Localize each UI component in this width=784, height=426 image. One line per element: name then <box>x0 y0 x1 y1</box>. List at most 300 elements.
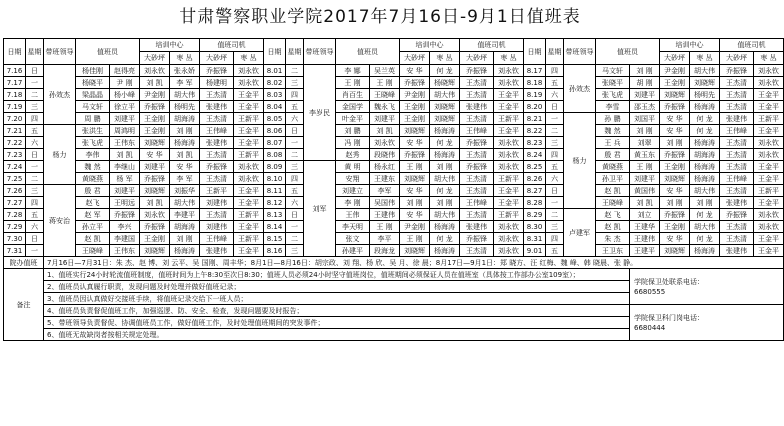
name-cell: 胡大伟 <box>690 185 720 197</box>
name-cell: 杨明先 <box>690 89 720 101</box>
date-cell: 7.25 <box>4 173 26 185</box>
name-cell: 王 刚 <box>400 161 430 173</box>
leader-cell: 孙效杰 <box>44 65 76 125</box>
date-cell: 8.11 <box>264 185 286 197</box>
name-cell: 乔振锋 <box>140 173 170 185</box>
name-cell: 杨海涛 <box>430 221 460 233</box>
leader-cell: 孙效杰 <box>564 65 596 113</box>
name-cell: 刘永钦 <box>754 77 784 89</box>
name-cell: 王杰清 <box>460 77 494 89</box>
name-cell: 李 娜 <box>336 65 370 77</box>
leader-cell: 李岁民 <box>304 65 336 161</box>
name-cell: 殷 君 <box>76 185 110 197</box>
date-cell: 7.24 <box>4 161 26 173</box>
duty-office-label: 院办值班 <box>4 257 44 269</box>
weekday-cell: 二 <box>286 233 304 245</box>
date-cell: 7.31 <box>4 245 26 257</box>
name-cell: 张洪生 <box>76 125 110 137</box>
weekday-cell: 五 <box>286 185 304 197</box>
name-cell: 刘 刚 <box>430 197 460 209</box>
name-cell: 刘建伟 <box>200 221 234 233</box>
name-cell: 段海龙 <box>370 245 400 257</box>
name-cell: 王杰清 <box>200 149 234 161</box>
name-cell: 杨海涛 <box>690 161 720 173</box>
name-cell: 刘晓辉 <box>140 245 170 257</box>
date-cell: 7.21 <box>4 125 26 137</box>
header-driver: 值班司机 <box>200 39 264 52</box>
name-cell: 王金平 <box>234 185 264 197</box>
name-cell: 何 龙 <box>690 233 720 245</box>
date-cell: 7.30 <box>4 233 26 245</box>
name-cell: 刘翠 <box>630 137 660 149</box>
table-row <box>4 101 784 113</box>
weekday-cell: 四 <box>26 113 44 125</box>
name-cell: 王杰清 <box>720 233 754 245</box>
name-cell: 王伟峰 <box>200 233 234 245</box>
date-cell: 7.18 <box>4 89 26 101</box>
name-cell: 杨明先 <box>170 101 200 113</box>
name-cell: 王建伟 <box>630 233 660 245</box>
name-cell: 杨佳刚 <box>76 65 110 77</box>
weekday-cell: 日 <box>546 101 564 113</box>
weekday-cell: 五 <box>546 77 564 89</box>
header-date: 日期 <box>524 39 546 65</box>
name-cell: 王杰清 <box>720 161 754 173</box>
name-cell: 胡大伟 <box>170 89 200 101</box>
header-officer: 值班员 <box>336 39 400 65</box>
name-cell: 安 华 <box>400 137 430 149</box>
name-cell: 王杰清 <box>460 209 494 221</box>
name-cell: 赵秀 <box>336 149 370 161</box>
name-cell: 张永娇 <box>170 65 200 77</box>
header-site-2: 枣 丛 <box>754 52 784 65</box>
name-cell: 王明远 <box>110 197 140 209</box>
leader-cell: 卢建军 <box>564 209 596 257</box>
date-cell: 8.07 <box>264 137 286 149</box>
name-cell: 王金刚 <box>660 77 690 89</box>
name-cell: 李建平 <box>170 209 200 221</box>
weekday-cell: 三 <box>546 137 564 149</box>
name-cell: 张飞虎 <box>596 89 630 101</box>
name-cell: 王金刚 <box>140 233 170 245</box>
name-cell: 王杰清 <box>200 209 234 221</box>
weekday-cell: 二 <box>286 149 304 161</box>
weekday-cell: 六 <box>26 137 44 149</box>
name-cell: 刘建立 <box>336 185 370 197</box>
name-cell: 张建伟 <box>720 197 754 209</box>
weekday-cell: 一 <box>286 221 304 233</box>
name-cell: 刘建平 <box>140 161 170 173</box>
weekday-cell: 六 <box>546 89 564 101</box>
name-cell: 王金平 <box>754 125 784 137</box>
weekday-cell: 四 <box>546 65 564 77</box>
name-cell: 刘晓辉 <box>140 185 170 197</box>
name-cell: 乔振锋 <box>140 101 170 113</box>
name-cell: 何 龙 <box>430 185 460 197</box>
name-cell: 刘 凯 <box>110 149 140 161</box>
phone-box-1 <box>630 269 784 305</box>
name-cell: 周 鹏 <box>76 113 110 125</box>
name-cell: 王金平 <box>754 89 784 101</box>
weekday-cell: 三 <box>546 221 564 233</box>
header-site-2: 枣 丛 <box>234 52 264 65</box>
name-cell: 刘永钦 <box>494 233 524 245</box>
name-cell: 王建平 <box>630 245 660 257</box>
table-row <box>4 173 784 185</box>
name-cell: 张建伟 <box>200 101 234 113</box>
name-cell: 刘永钦 <box>494 137 524 149</box>
phone-label-2: 学院保卫科门岗电话： <box>634 313 704 322</box>
name-cell: 刘永钦 <box>494 65 524 77</box>
weekday-cell: 六 <box>286 197 304 209</box>
name-cell: 孙 鹏 <box>596 113 630 125</box>
name-cell: 刘永钦 <box>494 161 524 173</box>
name-cell: 王金刚 <box>660 161 690 173</box>
date-cell: 8.20 <box>524 101 546 113</box>
remark-item: 1、值班实行24小时轮流值班制度，值班时间为上午8:30至次日8:30；值班人员必须24小时坚守值班岗位，值班期间必须保证人员在值班室（具体按工作部办公室109室）； <box>44 269 630 281</box>
name-cell: 刘建平 <box>110 185 140 197</box>
name-cell: 王杰清 <box>460 185 494 197</box>
weekday-cell: 一 <box>546 197 564 209</box>
name-cell: 王杰清 <box>460 113 494 125</box>
name-cell: 刘 刚 <box>170 233 200 245</box>
phone-number-1: 6680555 <box>634 287 666 296</box>
name-cell: 安翔 <box>336 173 370 185</box>
weekday-cell: 一 <box>26 77 44 89</box>
date-cell: 8.17 <box>524 65 546 77</box>
table-row <box>4 245 784 257</box>
name-cell: 王金平 <box>754 173 784 185</box>
name-cell: 叶金平 <box>336 113 370 125</box>
name-cell: 赵 凯 <box>596 185 630 197</box>
name-cell: 刘建平 <box>110 113 140 125</box>
name-cell: 杨建明 <box>200 77 234 89</box>
date-cell: 8.19 <box>524 89 546 101</box>
name-cell: 刘 刚 <box>630 65 660 77</box>
page-title: 甘肃警察职业学院2017年7月16日-9月1日值班表 <box>179 7 581 27</box>
name-cell: 李雪 <box>596 101 630 113</box>
name-cell: 胡 刚 <box>630 77 660 89</box>
name-cell: 李平 <box>370 233 400 245</box>
name-cell: 王新平 <box>234 209 264 221</box>
name-cell: 段晓伟 <box>370 149 400 161</box>
date-cell: 7.26 <box>4 185 26 197</box>
weekday-cell: 日 <box>26 149 44 161</box>
duty-schedule-table <box>3 38 784 341</box>
name-cell: 马文轩 <box>596 65 630 77</box>
name-cell: 尹 刚 <box>110 77 140 89</box>
name-cell: 王金平 <box>494 125 524 137</box>
name-cell: 王伟 <box>336 209 370 221</box>
name-cell: 王金平 <box>234 125 264 137</box>
weekday-cell: 五 <box>546 161 564 173</box>
name-cell: 王新平 <box>754 185 784 197</box>
date-cell: 8.16 <box>264 245 286 257</box>
name-cell: 张建伟 <box>200 245 234 257</box>
header-weekday: 星期 <box>546 39 564 65</box>
name-cell: 黄 明 <box>336 161 370 173</box>
name-cell: 王杰清 <box>200 173 234 185</box>
date-cell: 8.08 <box>264 149 286 161</box>
date-cell: 7.17 <box>4 77 26 89</box>
date-cell: 8.21 <box>524 113 546 125</box>
header-driver: 值班司机 <box>460 39 524 52</box>
table-row <box>4 113 784 125</box>
name-cell: 张晓平 <box>596 77 630 89</box>
name-cell: 刘晓辉 <box>430 101 460 113</box>
name-cell: 王金刚 <box>400 101 430 113</box>
remark-item: 4、值班员负责督促值班工作，加强巡逻、防、安全、检查，发现问题要及时报告； <box>44 305 630 317</box>
name-cell: 王 刚 <box>630 161 660 173</box>
name-cell: 刘振华 <box>170 185 200 197</box>
table-row <box>4 197 784 209</box>
name-cell: 刘永钦 <box>754 65 784 77</box>
date-cell: 8.24 <box>524 149 546 161</box>
header-driver: 值班司机 <box>720 39 784 52</box>
name-cell: 王杰清 <box>720 77 754 89</box>
name-cell: 王金平 <box>754 245 784 257</box>
name-cell: 杨永红 <box>370 161 400 173</box>
date-cell: 8.15 <box>264 233 286 245</box>
name-cell: 王伟峰 <box>200 125 234 137</box>
name-cell: 胡大伟 <box>690 221 720 233</box>
header-officer: 值班员 <box>76 39 140 65</box>
name-cell: 刘建平 <box>630 173 660 185</box>
name-cell: 周鸿明 <box>110 125 140 137</box>
name-cell: 魏 然 <box>76 161 110 173</box>
name-cell: 王杰清 <box>720 101 754 113</box>
name-cell: 刘 凯 <box>140 77 170 89</box>
name-cell: 孙建平 <box>336 245 370 257</box>
name-cell: 王金平 <box>494 185 524 197</box>
name-cell: 乔振锋 <box>460 233 494 245</box>
header-site-1: 大砂坪 <box>720 52 754 65</box>
weekday-cell: 日 <box>546 185 564 197</box>
name-cell: 赵得亮 <box>110 65 140 77</box>
name-cell: 刘晓辉 <box>400 125 430 137</box>
name-cell: 刘 刚 <box>630 125 660 137</box>
name-cell: 赵飞 <box>76 197 110 209</box>
date-cell: 8.12 <box>264 197 286 209</box>
name-cell: 乔振锋 <box>140 221 170 233</box>
name-cell: 张建伟 <box>720 113 754 125</box>
name-cell: 王金刚 <box>140 113 170 125</box>
date-cell: 7.19 <box>4 101 26 113</box>
name-cell: 何 龙 <box>430 137 460 149</box>
table-row <box>4 65 784 77</box>
name-cell: 王金刚 <box>400 113 430 125</box>
name-cell: 刘永钦 <box>234 173 264 185</box>
name-cell: 李继山 <box>110 161 140 173</box>
header-training: 培训中心 <box>140 39 200 52</box>
name-cell: 刘建伟 <box>200 197 234 209</box>
name-cell: 王建东 <box>370 173 400 185</box>
weekday-cell: 六 <box>26 221 44 233</box>
name-cell: 王新平 <box>234 233 264 245</box>
name-cell: 安 华 <box>170 161 200 173</box>
date-cell: 9.01 <box>524 245 546 257</box>
date-cell: 8.27 <box>524 185 546 197</box>
weekday-cell: 四 <box>546 233 564 245</box>
name-cell: 王新平 <box>754 113 784 125</box>
name-cell: 何 龙 <box>690 125 720 137</box>
name-cell: 王建华 <box>630 221 660 233</box>
name-cell: 金国学 <box>336 101 370 113</box>
name-cell: 安 华 <box>400 65 430 77</box>
date-cell: 8.02 <box>264 77 286 89</box>
header-site-1: 大砂坪 <box>660 52 690 65</box>
phone-label-1: 学院保卫处联系电话： <box>634 277 704 286</box>
remarks-label: 备注 <box>4 269 44 341</box>
weekday-cell: 一 <box>26 245 44 257</box>
name-cell: 王金平 <box>234 245 264 257</box>
date-cell: 7.27 <box>4 197 26 209</box>
remark-item: 5、带班领导负责督促、协调值班员工作，做好值班工作，及时处理值班期间的突发事件； <box>44 317 630 329</box>
name-cell: 王杰清 <box>460 173 494 185</box>
name-cell: 刘永钦 <box>494 221 524 233</box>
name-cell: 安 华 <box>660 113 690 125</box>
leader-cell: 蒋安治 <box>44 185 76 257</box>
name-cell: 王金平 <box>494 89 524 101</box>
date-cell: 8.03 <box>264 89 286 101</box>
table-row <box>4 209 784 221</box>
header-weekday: 星期 <box>26 39 44 65</box>
header-site-1: 大砂坪 <box>460 52 494 65</box>
name-cell: 乔振锋 <box>660 101 690 113</box>
weekday-cell: 日 <box>286 125 304 137</box>
name-cell: 胡大伟 <box>170 197 200 209</box>
name-cell: 赵 凯 <box>596 221 630 233</box>
name-cell: 刘晓辉 <box>140 137 170 149</box>
name-cell: 胡大伟 <box>430 89 460 101</box>
weekday-cell: 三 <box>286 245 304 257</box>
name-cell: 刘永钦 <box>370 137 400 149</box>
name-cell: 王新平 <box>494 209 524 221</box>
date-cell: 8.05 <box>264 113 286 125</box>
name-cell: 魏 然 <box>596 125 630 137</box>
name-cell: 何 龙 <box>430 65 460 77</box>
date-cell: 7.23 <box>4 149 26 161</box>
weekday-cell: 二 <box>286 65 304 77</box>
date-cell: 8.04 <box>264 101 286 113</box>
name-cell: 王晓峰 <box>596 197 630 209</box>
weekday-cell: 四 <box>286 173 304 185</box>
weekday-cell: 四 <box>26 197 44 209</box>
name-cell: 安 华 <box>660 233 690 245</box>
name-cell: 肖百生 <box>336 89 370 101</box>
remark-item: 6、值班无故缺岗者按相关规定处理。 <box>44 329 630 341</box>
name-cell: 何 龙 <box>690 113 720 125</box>
name-cell: 杨海涛 <box>690 245 720 257</box>
name-cell: 张建伟 <box>200 137 234 149</box>
name-cell: 马文轩 <box>76 101 110 113</box>
name-cell: 刘晓辉 <box>660 173 690 185</box>
name-cell: 杨海涛 <box>430 149 460 161</box>
name-cell: 王金刚 <box>140 125 170 137</box>
weekday-cell: 五 <box>546 245 564 257</box>
date-cell: 8.31 <box>524 233 546 245</box>
name-cell: 刘 凯 <box>170 149 200 161</box>
table-row <box>4 185 784 197</box>
name-cell: 刘 刚 <box>660 137 690 149</box>
name-cell: 刘永钦 <box>140 65 170 77</box>
weekday-cell: 日 <box>286 209 304 221</box>
name-cell: 王伟东 <box>110 137 140 149</box>
name-cell: 胡大伟 <box>430 173 460 185</box>
name-cell: 王金平 <box>754 233 784 245</box>
date-cell: 7.28 <box>4 209 26 221</box>
name-cell: 王金平 <box>754 161 784 173</box>
name-cell: 杨海涛 <box>170 137 200 149</box>
name-cell: 黄国伟 <box>630 185 660 197</box>
name-cell: 王 兵 <box>596 137 630 149</box>
date-cell: 8.28 <box>524 197 546 209</box>
name-cell: 刘建平 <box>630 89 660 101</box>
name-cell: 杨海涛 <box>690 101 720 113</box>
name-cell: 王杰清 <box>720 221 754 233</box>
name-cell: 王晓峰 <box>76 245 110 257</box>
name-cell: 王新平 <box>200 185 234 197</box>
header-leader: 带班领导 <box>564 39 596 65</box>
name-cell: 杨海涛 <box>430 245 460 257</box>
name-cell: 王金平 <box>494 101 524 113</box>
name-cell: 乔振锋 <box>660 209 690 221</box>
name-cell: 孙立平 <box>76 221 110 233</box>
date-cell: 8.13 <box>264 209 286 221</box>
name-cell: 尹金刚 <box>400 89 430 101</box>
name-cell: 乔振锋 <box>460 137 494 149</box>
name-cell: 杨海涛 <box>430 125 460 137</box>
name-cell: 王建伟 <box>370 209 400 221</box>
table-row <box>4 77 784 89</box>
name-cell: 刘永钦 <box>140 209 170 221</box>
name-cell: 李军 <box>370 185 400 197</box>
weekday-cell: 五 <box>26 209 44 221</box>
name-cell: 尹金刚 <box>400 221 430 233</box>
leader-cell: 杨力 <box>44 125 76 185</box>
name-cell: 邵玉杰 <box>630 101 660 113</box>
table-row <box>4 125 784 137</box>
remark-item: 2、值班员认真履行职责，发现问题及时处理并做好值班记录； <box>44 281 630 293</box>
name-cell: 刘国平 <box>630 113 660 125</box>
name-cell: 刘 刚 <box>430 161 460 173</box>
header-leader: 带班领导 <box>304 39 336 65</box>
name-cell: 李天明 <box>336 221 370 233</box>
date-cell: 7.22 <box>4 137 26 149</box>
header-site-2: 枣 丛 <box>690 52 720 65</box>
name-cell: 徐立平 <box>110 101 140 113</box>
name-cell: 吴兰英 <box>370 65 400 77</box>
weekday-cell: 二 <box>546 209 564 221</box>
header-site-2: 枣 丛 <box>430 52 460 65</box>
header-site-2: 枣 丛 <box>494 52 524 65</box>
weekday-cell: 二 <box>26 173 44 185</box>
weekday-cell: 日 <box>26 233 44 245</box>
name-cell: 安 华 <box>660 185 690 197</box>
name-cell: 王 刚 <box>370 77 400 89</box>
name-cell: 杨 军 <box>110 173 140 185</box>
name-cell: 乔振锋 <box>720 65 754 77</box>
name-cell: 胡大伟 <box>430 209 460 221</box>
weekday-cell: 六 <box>286 113 304 125</box>
name-cell: 王金平 <box>754 197 784 209</box>
name-cell: 刘永钦 <box>754 137 784 149</box>
name-cell: 刘永钦 <box>754 221 784 233</box>
name-cell: 张飞虎 <box>76 137 110 149</box>
name-cell: 梁晶晶 <box>76 89 110 101</box>
name-cell: 刘永钦 <box>754 209 784 221</box>
name-cell: 刘晓辉 <box>660 89 690 101</box>
